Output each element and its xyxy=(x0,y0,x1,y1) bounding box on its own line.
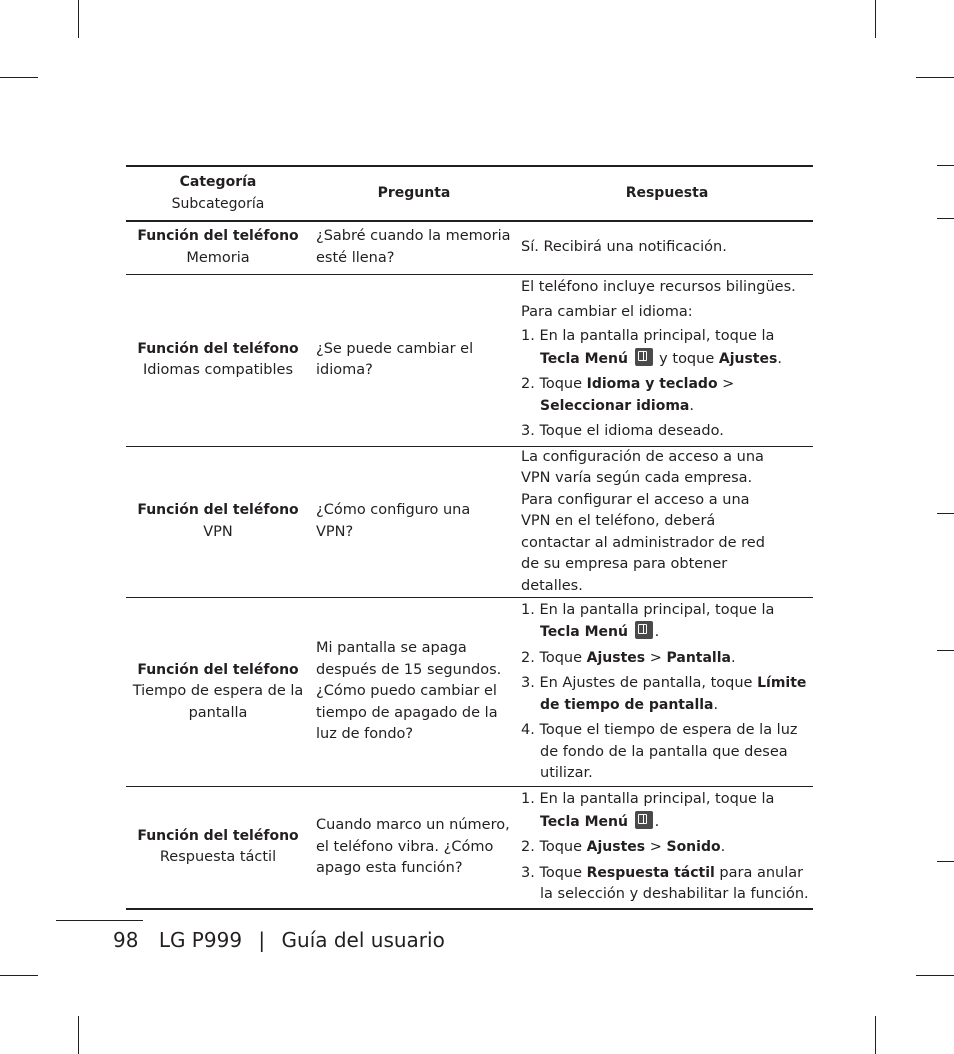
category-label: Función del teléfono xyxy=(137,340,299,357)
answer-step: 2. Toque Ajustes > Sonido. xyxy=(521,839,726,855)
page-footer xyxy=(113,928,445,952)
subcategory-label: Idiomas compatibles xyxy=(142,362,294,378)
category-cell xyxy=(126,221,310,274)
crop-mark xyxy=(916,975,954,976)
answer-step: 3. Toque Respuesta táctil para anular la selección y deshabilitar la función. xyxy=(521,864,809,902)
tab-mark xyxy=(937,861,954,862)
answer-cell xyxy=(516,274,813,446)
answer-step: 4. Toque el tiempo de espera de la luz de fondo de la pantalla que desea utilizar. xyxy=(521,722,798,781)
answer-step: 3. Toque el idioma deseado. xyxy=(521,423,724,440)
header-category xyxy=(126,166,310,221)
model-name: LG P999 xyxy=(158,928,243,952)
answer-steps xyxy=(521,600,813,785)
answer-text: El teléfono incluye recursos bilingües. xyxy=(521,279,796,296)
table-row xyxy=(126,598,813,787)
answer-cell: Sí. Recibirá una notificación. xyxy=(521,239,727,255)
crop-mark xyxy=(875,1016,876,1054)
subcategory-label: Tiempo de espera de la pantalla xyxy=(132,683,304,721)
answer-text: Para cambiar el idioma: xyxy=(521,303,693,320)
question-cell: ¿Se puede cambiar el idioma? xyxy=(316,340,474,378)
category-cell xyxy=(126,274,310,446)
guide-title: Guía del usuario xyxy=(281,928,445,952)
crop-mark xyxy=(0,77,38,78)
tab-mark xyxy=(937,165,954,166)
answer-step: 1. En la pantalla principal, toque la Tecla Menú . xyxy=(521,791,775,830)
category-label: Función del teléfono xyxy=(137,502,299,519)
category-cell xyxy=(126,787,310,909)
crop-mark xyxy=(78,0,79,38)
answer-cell: La configuración de acceso a una VPN varía según cada empresa. Para configurar el acceso a una VPN en el teléfono, deberá contactar al administrador de red de su empresa para obtener detalles. xyxy=(521,448,765,594)
header-question: Pregunta xyxy=(377,184,451,201)
category-label: Función del teléfono xyxy=(137,827,299,844)
tab-mark xyxy=(937,218,954,219)
faq-table xyxy=(126,165,813,910)
answer-steps xyxy=(521,326,813,443)
crop-mark xyxy=(916,77,954,78)
answer-steps xyxy=(521,789,813,906)
answer-step: 1. En la pantalla principal, toque la Tecla Menú . xyxy=(521,601,775,640)
question-cell: ¿Sabré cuando la memoria esté llena? xyxy=(316,228,511,266)
answer-step: 2. Toque Idioma y teclado > Seleccionar idioma. xyxy=(521,376,735,414)
footer-rule xyxy=(56,920,143,921)
table-row xyxy=(126,446,813,598)
subcategory-label: VPN xyxy=(203,523,233,540)
question-cell: ¿Cómo configuro una VPN? xyxy=(316,502,471,540)
crop-mark xyxy=(875,0,876,38)
answer-cell xyxy=(516,787,813,909)
category-label: Función del teléfono xyxy=(137,661,299,678)
menu-key-icon xyxy=(635,348,653,366)
crop-mark xyxy=(0,975,38,976)
category-cell xyxy=(126,446,310,598)
answer-step: 1. En la pantalla principal, toque la Tecla Menú y toque Ajustes. xyxy=(521,328,782,367)
answer-step: 3. En Ajustes de pantalla, toque Límite de tiempo de pantalla. xyxy=(521,675,807,713)
category-cell xyxy=(126,598,310,787)
tab-mark xyxy=(937,650,954,651)
tab-mark xyxy=(937,513,954,514)
header-category-label: Categoría xyxy=(179,174,257,190)
table-row xyxy=(126,274,813,446)
subcategory-label: Memoria xyxy=(186,249,250,266)
table-row xyxy=(126,787,813,909)
crop-mark xyxy=(78,1016,79,1054)
category-label: Función del teléfono xyxy=(137,228,299,245)
subcategory-label: Respuesta táctil xyxy=(159,849,277,866)
header-answer: Respuesta xyxy=(625,184,709,201)
question-cell: Mi pantalla se apaga después de 15 segundos. ¿Cómo puedo cambiar el tiempo de apagado de la luz de fondo? xyxy=(316,640,502,743)
table-row xyxy=(126,221,813,274)
answer-cell xyxy=(516,598,813,787)
menu-key-icon xyxy=(635,811,653,829)
answer-step: 2. Toque Ajustes > Pantalla. xyxy=(521,649,736,666)
question-cell: Cuando marco un número, el teléfono vibra. ¿Cómo apago esta función? xyxy=(316,817,510,876)
header-subcategory-label: Subcategoría xyxy=(171,195,265,212)
footer-separator: | xyxy=(258,928,266,952)
menu-key-icon xyxy=(635,621,653,639)
page-number: 98 xyxy=(113,928,139,952)
table-header-row xyxy=(126,166,813,221)
